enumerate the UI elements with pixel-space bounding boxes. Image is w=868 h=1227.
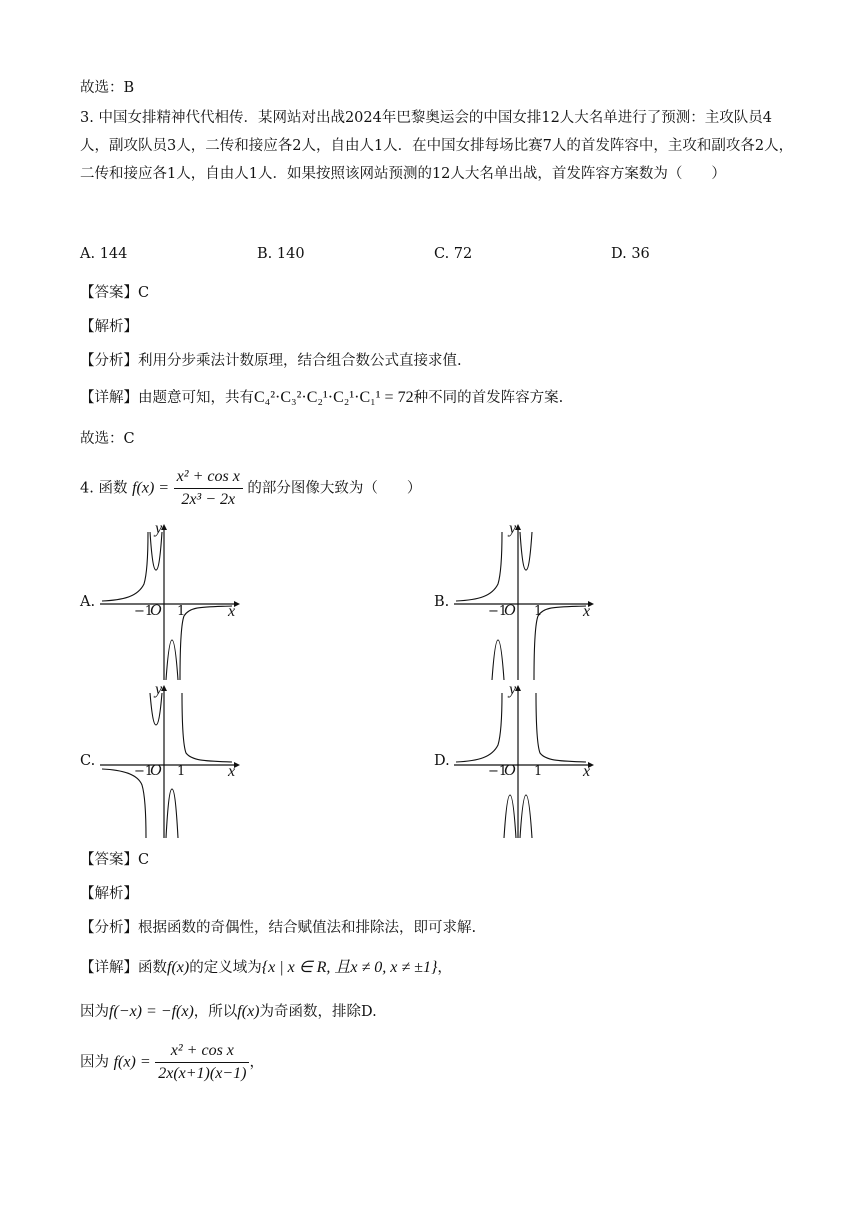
- graph-d-tick-pos: 1: [534, 764, 543, 779]
- graph-b-tick-neg: −1: [488, 604, 508, 619]
- graph-a: [100, 522, 240, 682]
- q4-detail-factored: [80, 1042, 264, 1083]
- q4-detail3-prefix: 因为: [80, 1054, 109, 1071]
- graph-c: [100, 683, 240, 843]
- q4-factored-denominator: 2x(x+1)(x−1): [158, 1065, 247, 1082]
- q3-detail-suffix: 种不同的首发阵容方案.: [413, 390, 564, 406]
- q4-fraction-numerator: x² + cos x: [174, 468, 243, 489]
- q4-fraction-denominator: 2x³ − 2x: [181, 491, 236, 508]
- q3-fenxi: 【分析】利用分步乘法计数原理，结合组合数公式直接求值.: [80, 353, 462, 369]
- graph-b-origin: O: [504, 602, 516, 619]
- graph-c-origin: O: [150, 762, 162, 779]
- graph-a-tick-pos: 1: [177, 604, 186, 619]
- graph-d-tick-neg: −1: [488, 764, 508, 779]
- q4-stem-prefix: 4. 函数: [80, 480, 128, 497]
- q4-detail2-function: f(x): [237, 1003, 260, 1020]
- q4-odd-equation: f(−x) = −f(x): [109, 1003, 194, 1020]
- q4-factored-fraction: [155, 1042, 249, 1083]
- graph-c-label: C.: [80, 753, 96, 769]
- graph-d: [454, 683, 594, 843]
- q3-stem: 3. 中国女排精神代代相传．某网站对出战2024年巴黎奥运会的中国女排12人大名单进行了预测：主攻队员4人，副攻队员3人，二传和接应各2人，自由人1人．在中国女排每场比赛7人的首发阵容中，主攻和副攻各2人，二传和接应各1人，自由人1人．如果按照该网站预测的12人大名单出战，首发阵容方案数为（ ）: [80, 110, 794, 182]
- q4-analysis-heading: 【解析】: [80, 886, 138, 902]
- q4-detail2-mid: ，所以: [193, 1004, 238, 1020]
- q4-detail3-lhs: f(x) =: [113, 1053, 151, 1071]
- graph-c-y-label: y: [155, 681, 163, 698]
- graph-b-label: B.: [434, 594, 450, 610]
- graph-d-x-label: x: [583, 763, 591, 780]
- q4-detail2-suffix: 为奇函数，排除D.: [259, 1004, 377, 1020]
- q4-answer: 【答案】C: [80, 852, 150, 868]
- q4-domain-set: {x | x ∈ R, 且x ≠ 0, x ≠ ±1}: [261, 959, 438, 976]
- graph-a-y-label: y: [155, 520, 163, 537]
- previous-answer: 故选：B: [80, 80, 135, 96]
- q4-detail-domain: [80, 954, 452, 977]
- q4-stem-suffix: 的部分图像大致为（ ）: [247, 480, 422, 497]
- graph-c-tick-neg: −1: [134, 764, 154, 779]
- q3-combination-formula: C₄²·C₃²·C₂¹·C₂¹·C₁¹ = 72: [254, 389, 414, 406]
- graph-b-x-label: x: [583, 603, 591, 620]
- graph-b-tick-pos: 1: [534, 604, 543, 619]
- q4-detail1-prefix: 【详解】函数: [80, 960, 167, 976]
- q3-conclusion: 故选：C: [80, 431, 135, 447]
- q3-analysis-heading: 【解析】: [80, 319, 138, 335]
- graph-b: [454, 522, 594, 682]
- graph-d-origin: O: [504, 762, 516, 779]
- graph-a-origin: O: [150, 602, 162, 619]
- q4-detail2-prefix: 因为: [80, 1004, 109, 1020]
- q4-function-lhs: f(x) =: [132, 479, 170, 497]
- q4-stem: [80, 468, 421, 509]
- graph-c-x-label: x: [228, 763, 236, 780]
- q3-option-d: D. 36: [611, 246, 650, 262]
- q4-detail-odd: [80, 1000, 377, 1021]
- q3-detail: [80, 386, 563, 407]
- q4-factored-numerator: x² + cos x: [155, 1042, 249, 1063]
- q3-option-c: C. 72: [434, 246, 473, 262]
- graph-a-label: A.: [80, 594, 96, 610]
- q4-detail1-function: f(x): [167, 959, 190, 976]
- graph-d-label: D.: [434, 753, 450, 769]
- q4-detail1-mid: 的定义域为: [189, 960, 262, 976]
- q4-function-fraction: [174, 468, 243, 509]
- graph-d-y-label: y: [509, 681, 517, 698]
- graph-a-x-label: x: [228, 603, 236, 620]
- q3-detail-prefix: 【详解】由题意可知，共有: [80, 390, 254, 406]
- q3-option-a: A. 144: [80, 246, 128, 262]
- q4-detail1-suffix: ，: [437, 960, 452, 976]
- q3-option-b: B. 140: [257, 246, 305, 262]
- graph-b-y-label: y: [509, 520, 517, 537]
- graph-c-tick-pos: 1: [177, 764, 186, 779]
- q3-answer: 【答案】C: [80, 285, 150, 301]
- graph-a-tick-neg: −1: [134, 604, 154, 619]
- q4-fenxi: 【分析】根据函数的奇偶性，结合赋值法和排除法，即可求解.: [80, 920, 477, 936]
- q4-detail3-suffix: ，: [249, 1054, 264, 1071]
